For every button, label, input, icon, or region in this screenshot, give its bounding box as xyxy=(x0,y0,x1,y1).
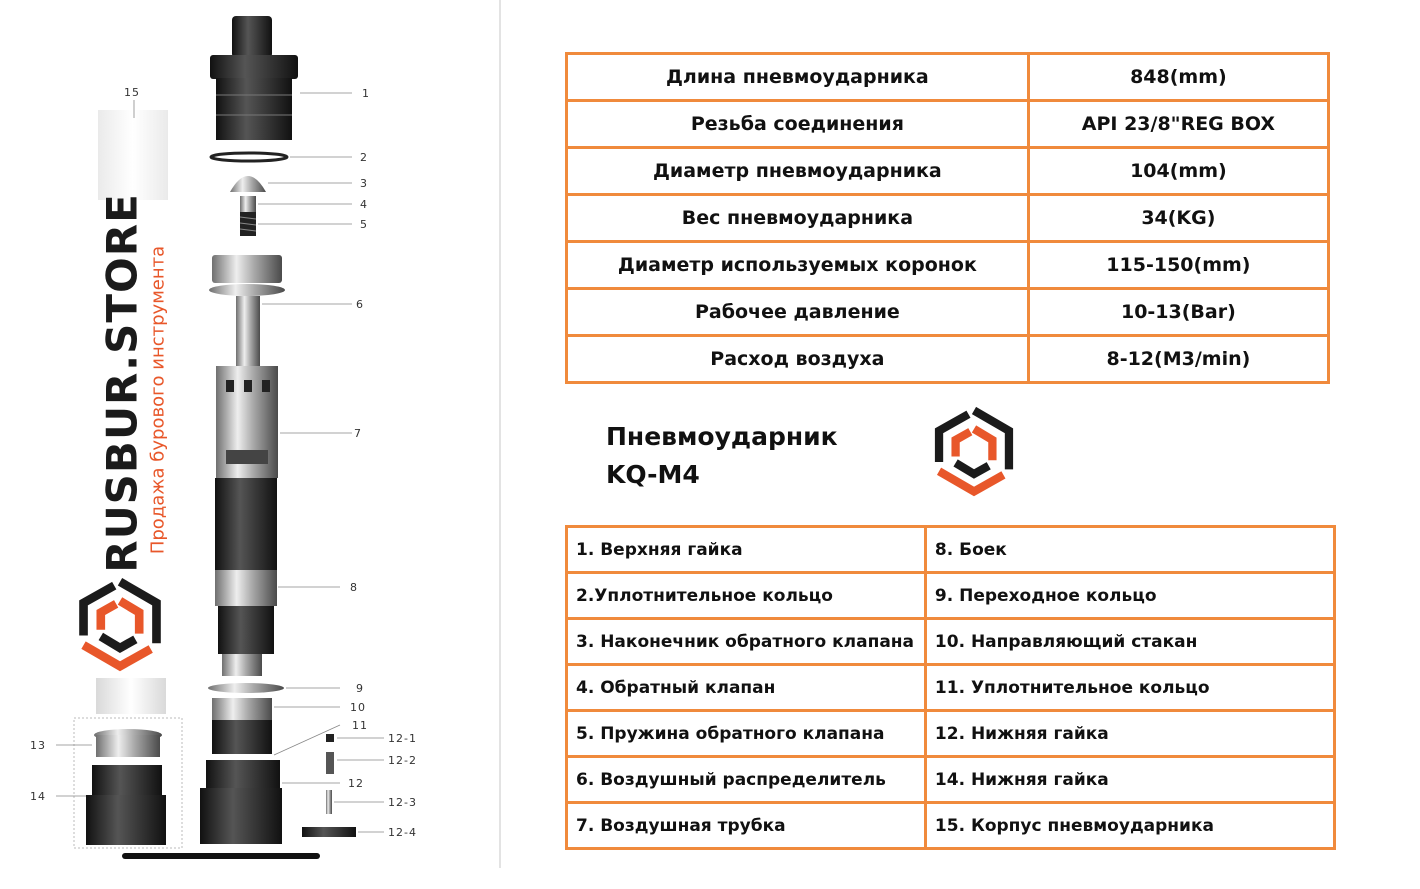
part-12-1 xyxy=(326,734,334,742)
part-item: 7. Воздушная трубка xyxy=(567,803,926,849)
callout-3: 3 xyxy=(360,177,368,190)
part-item: 4. Обратный клапан xyxy=(567,665,926,711)
part-12-3 xyxy=(326,790,332,814)
scrollbar-handle[interactable] xyxy=(122,853,320,859)
spec-value: 848(mm) xyxy=(1028,54,1328,101)
table-row xyxy=(567,803,1335,849)
spec-param: Вес пневмоударника xyxy=(567,195,1029,242)
part-item: 9. Переходное кольцо xyxy=(925,573,1334,619)
part-14-bottom-nut xyxy=(86,765,166,845)
table-row xyxy=(567,336,1329,383)
table-row xyxy=(567,573,1335,619)
part-item: 2.Уплотнительное кольцо xyxy=(567,573,926,619)
table-row xyxy=(567,711,1335,757)
callout-9: 9 xyxy=(356,682,364,695)
hammer-exploded-view xyxy=(0,0,500,889)
callout-8: 8 xyxy=(350,581,358,594)
table-row xyxy=(567,101,1329,148)
table-row xyxy=(567,242,1329,289)
callout-12: 12 xyxy=(348,777,364,790)
callout-6: 6 xyxy=(356,298,364,311)
spec-value: 115-150(mm) xyxy=(1028,242,1328,289)
part-7-air-tube xyxy=(216,366,278,478)
callout-1: 1 xyxy=(362,87,370,100)
part-8-piston xyxy=(215,478,277,676)
callout-12-1: 12-1 xyxy=(388,732,417,745)
brand-tagline: Продажа бурового инструмента xyxy=(147,245,169,555)
callout-11: 11 xyxy=(352,719,368,732)
callout-4: 4 xyxy=(360,198,368,211)
spec-param: Диаметр пневмоударника xyxy=(567,148,1029,195)
callout-5: 5 xyxy=(360,218,368,231)
table-row xyxy=(567,527,1335,573)
part-2-seal-ring xyxy=(211,153,287,161)
callout-15: 15 xyxy=(124,86,140,99)
part-1-top-nut xyxy=(210,16,298,140)
product-title-line1: Пневмоударник xyxy=(606,422,838,451)
product-title-line2: KQ-M4 xyxy=(606,460,700,489)
part-6-air-distributor xyxy=(209,255,285,366)
part-item: 1. Верхняя гайка xyxy=(567,527,926,573)
brand-name: RUSBUR.STORE xyxy=(97,193,147,573)
spec-param: Рабочее давление xyxy=(567,289,1029,336)
part-4-check-valve xyxy=(240,196,256,212)
table-row xyxy=(567,665,1335,711)
spec-param: Диаметр используемых коронок xyxy=(567,242,1029,289)
callout-12-4: 12-4 xyxy=(388,826,417,839)
part-item: 5. Пружина обратного клапана xyxy=(567,711,926,757)
spec-value: 104(mm) xyxy=(1028,148,1328,195)
callout-7: 7 xyxy=(354,427,362,440)
spec-value: 8-12(M3/min) xyxy=(1028,336,1328,383)
spec-value: 10-13(Bar) xyxy=(1028,289,1328,336)
table-row xyxy=(567,757,1335,803)
table-row xyxy=(567,619,1335,665)
part-item: 14. Нижняя гайка xyxy=(925,757,1334,803)
part-11-seal-ring xyxy=(212,720,272,754)
callout-12-2: 12-2 xyxy=(388,754,417,767)
parts-table xyxy=(565,525,1336,850)
spec-param: Резьба соединения xyxy=(567,101,1029,148)
part-9-transition-ring xyxy=(208,683,284,693)
part-item: 8. Боек xyxy=(925,527,1334,573)
part-item: 12. Нижняя гайка xyxy=(925,711,1334,757)
part-12-bottom-nut xyxy=(200,760,282,844)
part-3-valve-tip xyxy=(230,176,266,192)
callout-14: 14 xyxy=(30,790,46,803)
table-row xyxy=(567,54,1329,101)
part-12-4 xyxy=(302,827,356,837)
part-5-spring xyxy=(240,212,256,236)
spec-value: 34(KG) xyxy=(1028,195,1328,242)
spec-param: Расход воздуха xyxy=(567,336,1029,383)
specs-table xyxy=(565,52,1330,384)
spec-param: Длина пневмоударника xyxy=(567,54,1029,101)
callout-12-3: 12-3 xyxy=(388,796,417,809)
part-item: 15. Корпус пневмоударника xyxy=(925,803,1334,849)
spec-value: API 23/8"REG BOX xyxy=(1028,101,1328,148)
part-13-ring xyxy=(94,729,162,757)
part-item: 3. Наконечник обратного клапана xyxy=(567,619,926,665)
callout-2: 2 xyxy=(360,151,368,164)
table-row xyxy=(567,289,1329,336)
part-12-2 xyxy=(326,752,334,774)
hexagon-arrows-logo-icon xyxy=(928,402,1020,500)
callout-10: 10 xyxy=(350,701,366,714)
exploded-drawing-panel xyxy=(0,0,500,889)
part-10-guide-sleeve xyxy=(212,698,272,720)
product-title xyxy=(606,418,838,494)
callout-13: 13 xyxy=(30,739,46,752)
hexagon-arrows-logo-icon xyxy=(68,576,172,672)
part-item: 6. Воздушный распределитель xyxy=(567,757,926,803)
table-row xyxy=(567,195,1329,242)
part-item: 11. Уплотнительное кольцо xyxy=(925,665,1334,711)
part-item: 10. Направляющий стакан xyxy=(925,619,1334,665)
table-row xyxy=(567,148,1329,195)
